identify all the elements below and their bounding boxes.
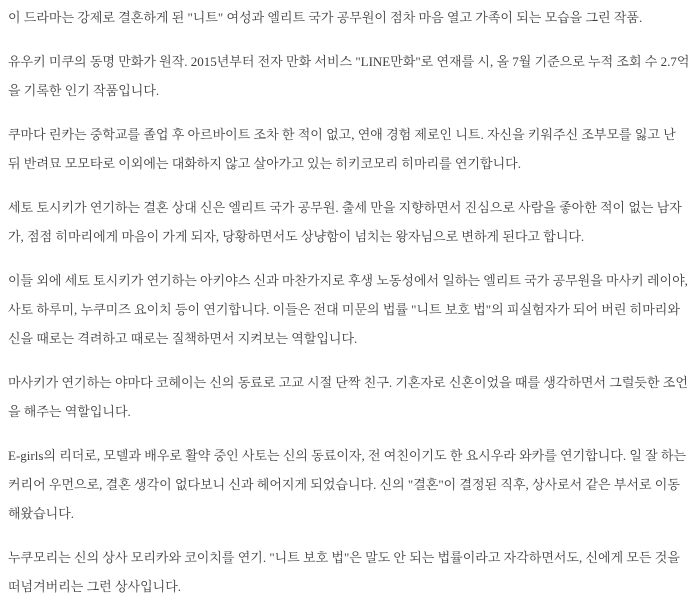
paragraph-original-manga: 유우키 미쿠의 동명 만화가 원작. 2015년부터 전자 만화 서비스 "LINE만화"로 연재를 시, 올 7월 기준으로 누적 조회 수 2.7억을 기록한 인기 작품입니다. [8,54,690,98]
paragraph-nukumori-role: 누쿠모리는 신의 상사 모리카와 코이치를 연기. "니트 보호 법"은 말도 안 되는 법률이라고 자각하면서도, 신에게 모든 것을 떠넘겨버리는 그런 상사입니다. [8,550,680,594]
paragraph-seto-toshiki: 세토 토시키가 연기하는 결혼 상대 신은 엘리트 국가 공무원. 출세 만을 지향하면서 진심으로 사람을 좋아한 적이 없는 남자가, 점점 히마리에게 마음이 가게 되자, 당황하면서도 상냥함이 넘치는 왕자님으로 변하게 된다고 합니다. [8,200,682,244]
paragraph-drama-summary: 이 드라마는 강제로 결혼하게 된 "니트" 여성과 엘리트 국가 공무원이 점차 마음 열고 가족이 되는 모습을 그린 작품. [8,10,643,25]
paragraph-masaki-role: 마사키가 연기하는 야마다 코헤이는 신의 동료로 고교 시절 단짝 친구. 기혼자로 신혼이었을 때를 생각하면서 그럴듯한 조언을 해주는 역할입니다. [8,375,688,419]
paragraph-supporting-cast: 이들 외에 세토 토시키가 연기하는 아키야스 신과 마찬가지로 후생 노동성에서 일하는 엘리트 국가 공무원을 마사키 레이야, 사토 하루미, 누쿠미즈 요이치 등이 연기합니다. 이들은 전대 미문의 법률 "니트 보호 법"의 피실험자가 되어 버린 히마리와 신을 때로는 격려하고 때로는 질책하면서 지켜보는 역할입니다. [8,273,688,346]
paragraph-kumada-rinka: 쿠마다 린카는 중학교를 졸업 후 아르바이트 조차 한 적이 없고, 연애 경험 제로인 니트. 자신을 키워주신 조부모를 잃고 난 뒤 반려묘 모모타로 이외에는 대화하지 않고 살아가고 있는 히키코모리 히마리를 연기합니다. [8,127,676,171]
paragraph-egirls-sato: E-girls의 리더로, 모델과 배우로 활약 중인 사토는 신의 동료이자, 전 여친이기도 한 요시우라 와카를 연기합니다. 일 잘 하는 커리어 우먼으로, 결혼 생각이 없다보니 신과 헤어지게 되었습니다. 신의 "결혼"이 결정된 직후, 상사로서 같은 부서로 이동해왔습니다. [8,448,687,521]
